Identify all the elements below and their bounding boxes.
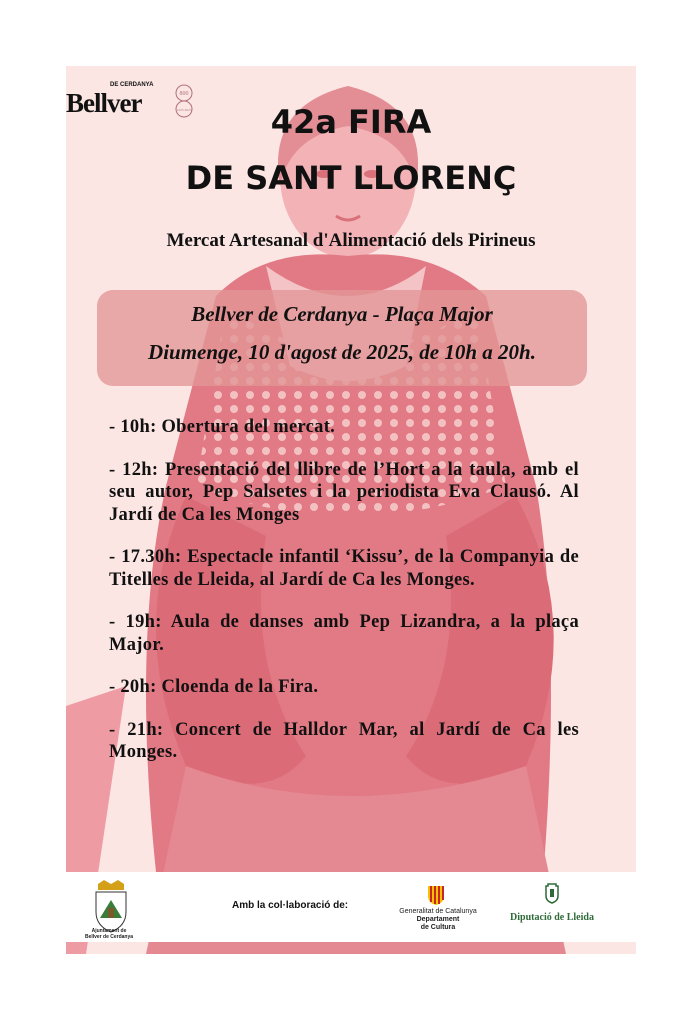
title-line-2: DE SANT LLORENÇ (185, 159, 517, 197)
program-item: - 12h: Presentació del llibre de l’Hort a la taula, amb el seu autor, Pep Salsetes i la periodista Eva Clausó. Al Jardí de Ca les Monges (109, 459, 579, 525)
program-item: - 10h: Obertura del mercat. (109, 417, 336, 437)
ajuntament-line-1: Ajuntament de (91, 928, 127, 934)
logo-wordmark: Bellver (66, 88, 142, 118)
date-text: Diumenge, 10 d'agost de 2025, de 10h a 20h. (148, 340, 536, 364)
program-item: - 21h: Concert de Halldor Mar, al Jardí de Ca les Monges. (109, 719, 579, 762)
program-item: - 17.30h: Espectacle infantil ‘Kissu’, de la Companyia de Titelles de Lleida, al Jardí de Ca les Monges. (109, 547, 579, 590)
program-item: - 20h: Cloenda de la Fira. (109, 677, 319, 697)
generalitat-line-3: de Cultura (420, 924, 456, 931)
collaboration-label: Amb la col·laboració de: (232, 900, 349, 911)
generalitat-line-1: Generalitat de Catalunya (399, 908, 477, 915)
ajuntament-line-2: Bellver de Cerdanya (84, 934, 134, 940)
program-list (109, 416, 579, 784)
seal-top-text: 800 (179, 91, 189, 97)
generalitat-line-2: Departament (416, 916, 460, 923)
diputacio-emblem-icon (544, 882, 560, 904)
subtitle: Mercat Artesanal d'Alimentació dels Pirineus (166, 230, 536, 251)
location-date-box (97, 290, 587, 386)
location-text: Bellver de Cerdanya - Plaça Major (191, 302, 493, 326)
program-item: - 19h: Aula de danses amb Pep Lizandra, a la plaça Major. (109, 612, 579, 655)
generalitat-label (392, 908, 484, 932)
logo-subtitle: DE CERDANYA (110, 82, 154, 88)
sponsors-footer (66, 872, 636, 942)
seal-bottom-text: 1225 2025 (176, 108, 192, 112)
poster (66, 66, 636, 954)
diputacio-label: Diputació de Lleida (510, 912, 594, 923)
ajuntament-label (74, 928, 144, 940)
generalitat-flag-icon (426, 884, 446, 906)
title-line-1: 42a FIRA (270, 103, 432, 141)
